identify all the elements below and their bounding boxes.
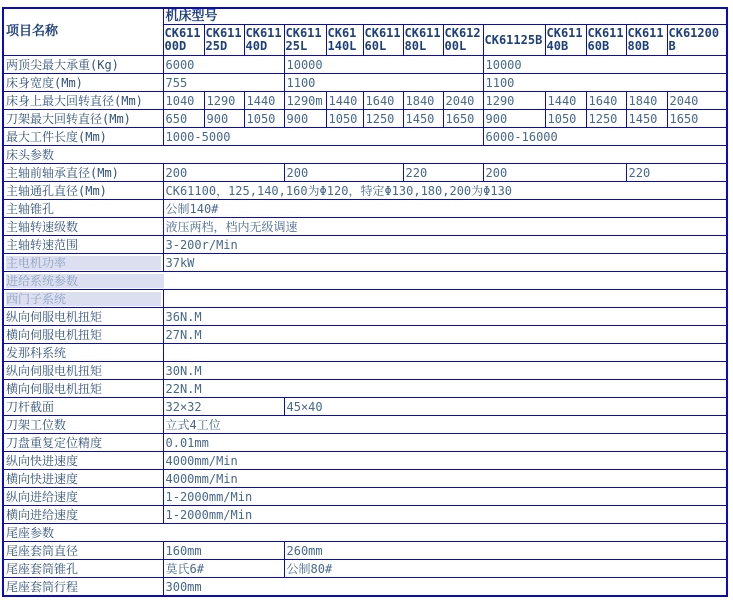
row-label xyxy=(3,164,163,182)
spec-row xyxy=(3,578,727,597)
spec-row xyxy=(3,110,727,128)
column-header-CK61100D: CK61100D xyxy=(163,25,204,56)
row-label xyxy=(3,452,163,470)
row-label xyxy=(3,92,163,110)
spec-row xyxy=(3,164,727,182)
row-label xyxy=(3,560,163,578)
row-label-text: 尾座套筒直径 xyxy=(6,543,79,558)
row-label-text: 主轴锥孔 xyxy=(6,201,55,216)
row-label xyxy=(3,362,163,380)
spec-cell: 1250 xyxy=(363,110,403,128)
spec-row xyxy=(3,128,727,146)
row-label-text: 床身宽度(Mm) xyxy=(6,75,83,90)
row-label xyxy=(3,290,163,308)
spec-row xyxy=(3,236,727,254)
spec-cell: 莫氏6# xyxy=(163,560,284,578)
spec-cell: 1840 xyxy=(626,92,667,110)
spec-cell: 10000 xyxy=(284,56,483,74)
spec-cell: 1290m xyxy=(284,92,326,110)
row-label xyxy=(3,470,163,488)
section-row xyxy=(3,146,727,164)
spec-row xyxy=(3,182,727,200)
spec-cell: 32×32 xyxy=(163,398,284,416)
row-label xyxy=(3,542,163,560)
spec-cell: 200 xyxy=(163,164,284,182)
spec-cell: 2040 xyxy=(443,92,483,110)
spec-row xyxy=(3,218,727,236)
spec-row xyxy=(3,56,727,74)
spec-cell: 45×40 xyxy=(284,398,727,416)
spec-row xyxy=(3,434,727,452)
spec-cell: 1450 xyxy=(626,110,667,128)
row-label xyxy=(3,398,163,416)
spec-cell xyxy=(163,290,727,308)
spec-cell: 6000-16000 xyxy=(483,128,727,146)
spec-cell: 650 xyxy=(163,110,204,128)
spec-cell: 公制140# xyxy=(163,200,727,218)
row-label-text: 纵向快进速度 xyxy=(6,453,79,468)
column-header-CK61180B: CK61180B xyxy=(626,25,667,56)
spec-row xyxy=(3,560,727,578)
spec-row xyxy=(3,380,727,398)
spec-cell: 37kW xyxy=(163,254,727,272)
spec-cell: 1640 xyxy=(586,92,626,110)
spec-cell: 1100 xyxy=(284,74,483,92)
section-label-text: 床头参数 xyxy=(6,147,55,162)
spec-cell: 0.01mm xyxy=(163,434,727,452)
row-label-text: 两顶尖最大承重(Kg) xyxy=(6,57,119,72)
spec-cell: 6000 xyxy=(163,56,284,74)
spec-cell: 1440 xyxy=(545,92,586,110)
row-label xyxy=(3,380,163,398)
column-header-CK61125D: CK61125D xyxy=(204,25,244,56)
row-label-text: 主轴前轴承直径(Mm) xyxy=(6,165,119,180)
row-label-text: 刀架工位数 xyxy=(6,417,67,432)
column-header-CK61200B: CK61200B xyxy=(667,25,727,56)
row-label-text: 最大工件长度(Mm) xyxy=(6,129,107,144)
spec-cell: 1440 xyxy=(244,92,284,110)
spec-row xyxy=(3,470,727,488)
row-label-text: 刀盘重复定位精度 xyxy=(6,435,103,450)
spec-cell: 1840 xyxy=(403,92,443,110)
row-label xyxy=(3,326,163,344)
spec-cell: 1290 xyxy=(204,92,244,110)
spec-cell: 10000 xyxy=(483,56,727,74)
row-label xyxy=(3,218,163,236)
row-label xyxy=(3,128,163,146)
spec-row xyxy=(3,308,727,326)
spec-cell: 27N.M xyxy=(163,326,727,344)
spec-row xyxy=(3,344,727,362)
spec-cell: 1440 xyxy=(326,92,363,110)
row-label xyxy=(3,578,163,597)
row-label xyxy=(3,416,163,434)
spec-cell: CK61100，125,140,160为Φ120，特定Φ130,180,200为Φ130 xyxy=(163,182,727,200)
row-label-text: 主电机功率 xyxy=(6,256,161,270)
spec-cell xyxy=(163,344,727,362)
spec-cell: 200 xyxy=(483,164,626,182)
row-label xyxy=(3,56,163,74)
row-label-text: 刀架最大回转直径(Mm) xyxy=(6,111,131,126)
spec-cell: 220 xyxy=(626,164,727,182)
row-label-text: 纵向伺服电机扭矩 xyxy=(6,363,103,378)
spec-cell: 4000mm/Min xyxy=(163,452,727,470)
spec-row xyxy=(3,398,727,416)
spec-cell: 260mm xyxy=(284,542,727,560)
corner-header: 项目名称 xyxy=(3,8,163,56)
row-label xyxy=(3,182,163,200)
row-label-text: 西门子系统 xyxy=(6,292,161,306)
spec-cell: 1650 xyxy=(443,110,483,128)
model-type-header: 机床型号 xyxy=(163,8,727,25)
section-label xyxy=(3,524,727,542)
spec-row xyxy=(3,542,727,560)
column-header-CK61140L: CK61140L xyxy=(326,25,363,56)
section-label-text: 尾座参数 xyxy=(6,525,55,540)
row-label-text: 主轴转速范围 xyxy=(6,237,79,252)
spec-cell: 22N.M xyxy=(163,380,727,398)
spec-cell: 3-200r/Min xyxy=(163,236,727,254)
column-header-CK61125L: CK61125L xyxy=(284,25,326,56)
row-label xyxy=(3,434,163,452)
row-label xyxy=(3,236,163,254)
row-label xyxy=(3,344,163,362)
row-label xyxy=(3,254,163,272)
row-label-text: 主轴通孔直径(Mm) xyxy=(6,183,107,198)
section-label xyxy=(3,272,727,290)
row-label xyxy=(3,74,163,92)
spec-cell: 1050 xyxy=(326,110,363,128)
row-label-text: 纵向进给速度 xyxy=(6,489,79,504)
spec-row xyxy=(3,254,727,272)
row-label-text: 发那科系统 xyxy=(6,345,67,360)
spec-row xyxy=(3,200,727,218)
spec-cell: 液压两档，档内无级调速 xyxy=(163,218,727,236)
spec-cell: 1000-5000 xyxy=(163,128,483,146)
spec-row xyxy=(3,74,727,92)
spec-cell: 立式4工位 xyxy=(163,416,727,434)
spec-row xyxy=(3,452,727,470)
spec-row xyxy=(3,416,727,434)
spec-cell: 900 xyxy=(483,110,545,128)
spec-cell: 1-2000mm/Min xyxy=(163,488,727,506)
spec-cell: 1250 xyxy=(586,110,626,128)
spec-cell: 4000mm/Min xyxy=(163,470,727,488)
column-header-CK61125B: CK61125B xyxy=(483,25,545,56)
spec-cell: 900 xyxy=(204,110,244,128)
spec-cell: 1050 xyxy=(545,110,586,128)
spec-row xyxy=(3,326,727,344)
row-label-text: 横向进给速度 xyxy=(6,507,79,522)
spec-cell: 30N.M xyxy=(163,362,727,380)
section-label-text: 进给系统参数 xyxy=(6,274,164,288)
column-header-CK61160B: CK61160B xyxy=(586,25,626,56)
spec-cell: 1100 xyxy=(483,74,727,92)
row-label-text: 纵向伺服电机扭矩 xyxy=(6,309,103,324)
spec-cell: 公制80# xyxy=(284,560,727,578)
row-label-text: 横向快进速度 xyxy=(6,471,79,486)
spec-cell: 1040 xyxy=(163,92,204,110)
column-header-CK61180L: CK61180L xyxy=(403,25,443,56)
column-header-CK61140B: CK61140B xyxy=(545,25,586,56)
spec-cell: 1450 xyxy=(403,110,443,128)
section-row xyxy=(3,524,727,542)
spec-cell: 1650 xyxy=(667,110,727,128)
spec-cell: 900 xyxy=(284,110,326,128)
spec-row xyxy=(3,506,727,524)
machine-spec-table xyxy=(2,7,728,597)
row-label xyxy=(3,110,163,128)
spec-cell: 1050 xyxy=(244,110,284,128)
spec-row xyxy=(3,488,727,506)
row-label-text: 刀杆截面 xyxy=(6,399,55,414)
row-label xyxy=(3,200,163,218)
row-label-text: 尾座套筒行程 xyxy=(6,579,79,594)
spec-cell: 755 xyxy=(163,74,284,92)
column-header-CK61200L: CK61200L xyxy=(443,25,483,56)
spec-cell: 1640 xyxy=(363,92,403,110)
spec-row xyxy=(3,362,727,380)
column-header-CK61140D: CK61140D xyxy=(244,25,284,56)
spec-cell: 2040 xyxy=(667,92,727,110)
section-label xyxy=(3,146,727,164)
row-label-text: 横向伺服电机扭矩 xyxy=(6,381,103,396)
section-row xyxy=(3,272,727,290)
column-header-CK61160L: CK61160L xyxy=(363,25,403,56)
row-label-text: 床身上最大回转直径(Mm) xyxy=(6,93,143,108)
row-label-text: 主轴转速级数 xyxy=(6,219,79,234)
row-label xyxy=(3,488,163,506)
row-label xyxy=(3,308,163,326)
spec-cell: 1290 xyxy=(483,92,545,110)
spec-row xyxy=(3,290,727,308)
spec-cell: 36N.M xyxy=(163,308,727,326)
row-label-text: 尾座套筒锥孔 xyxy=(6,561,79,576)
spec-cell: 200 xyxy=(284,164,403,182)
spec-cell: 300mm xyxy=(163,578,727,597)
spec-cell: 1-2000mm/Min xyxy=(163,506,727,524)
row-label xyxy=(3,506,163,524)
spec-cell: 220 xyxy=(403,164,483,182)
model-header-row xyxy=(3,8,727,25)
spec-row xyxy=(3,92,727,110)
spec-cell: 160mm xyxy=(163,542,284,560)
row-label-text: 横向伺服电机扭矩 xyxy=(6,327,103,342)
